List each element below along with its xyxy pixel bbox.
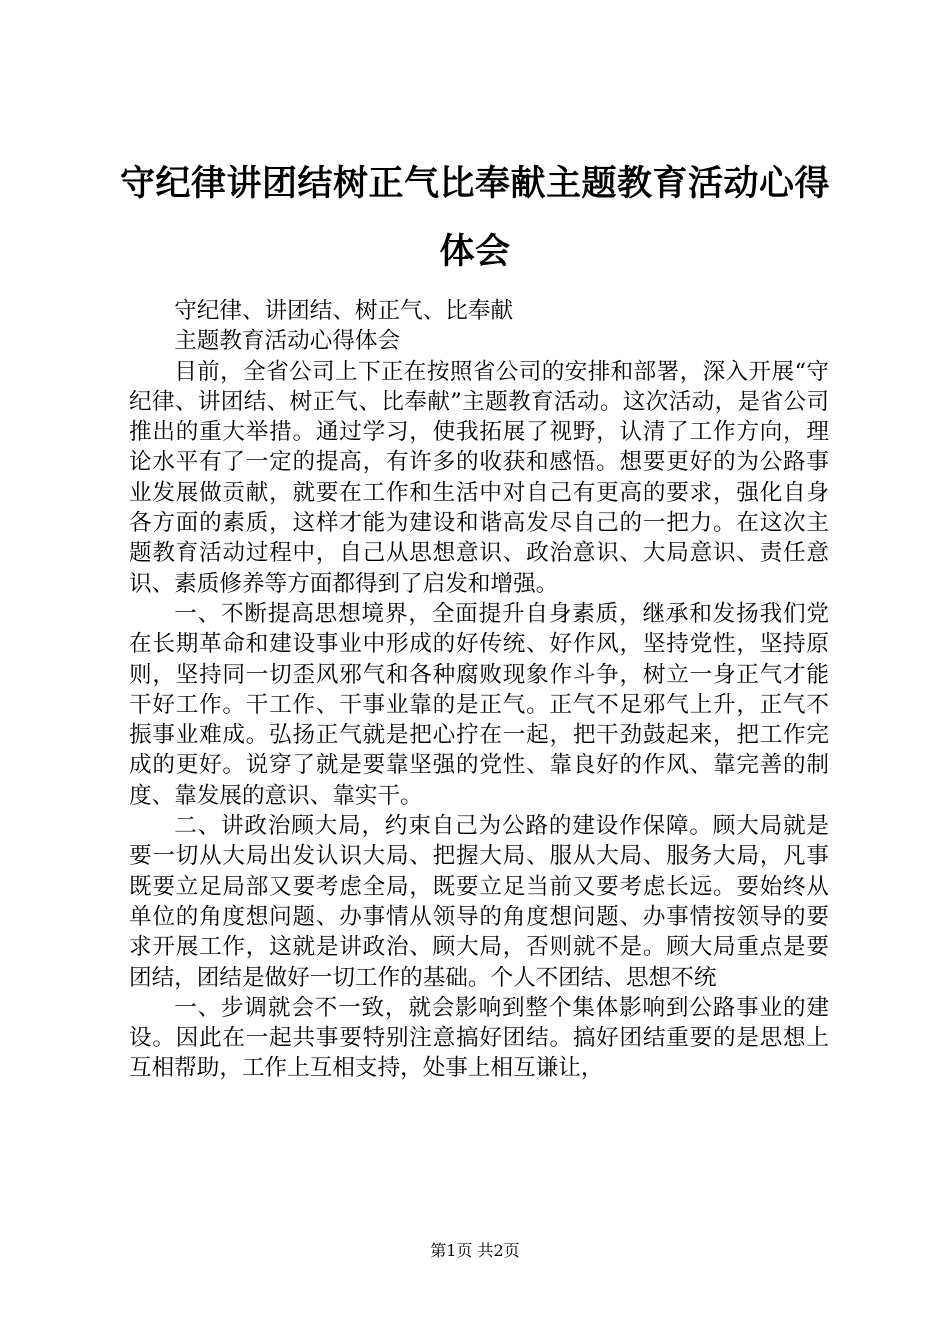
paragraph-section-2: 二、讲政治顾大局，约束自己为公路的建设作保障。顾大局就是要一切从大局出发认识大局、把握大局、服从大局、服务大局，凡事既要立足局部又要考虑全局，既要立足当前又要考虑长远。要始终从单位的角度想问题、办事情从领导的角度想问题、办事情按领导的要求开展工作，这就是讲政治、顾大局，否则就不是。顾大局重点是要团结，团结是做好一切工作的基础。个人不团结、思想不统 (129, 813, 829, 991)
subtitle-line-1: 守纪律、讲团结、树正气、比奉献 (174, 298, 514, 324)
document-body (129, 296, 829, 1084)
page-footer: 第1页 共2页 (430, 1241, 520, 1260)
subtitle-line-2: 主题教育活动心得体会 (174, 328, 401, 355)
paragraph-continuation: 一、步调就会不一致，就会影响到整个集体影响到公路事业的建设。因此在一起共事要特别注意搞好团结。搞好团结重要的是思想上互相帮助，工作上互相支持，处事上相互谦让， (129, 994, 829, 1082)
paragraph-section-1: 一、不断提高思想境界，全面提升自身素质，继承和发扬我们党在长期革命和建设事业中形成的好传统、好作风，坚持党性，坚持原则，坚持同一切歪风邪气和各种腐败现象作斗争，树立一身正气才能干好工作。干工作、干事业靠的是正气。正气不足邪气上升，正气不振事业难成。弘扬正气就是把心拧在一起，把干劲鼓起来，把工作完成的更好。说穿了就是要靠坚强的党性、靠良好的作风、靠完善的制度、靠发展的意识、靠实干。 (129, 600, 829, 809)
document-title (115, 150, 835, 286)
paragraph-intro: 目前，全省公司上下正在按照省公司的安排和部署，深入开展“守纪律、讲团结、树正气、比奉献”主题教育活动。这次活动，是省公司推出的重大举措。通过学习，使我拓展了视野，认清了工作方向，理论水平有了一定的提高，有许多的收获和感悟。想要更好的为公路事业发展做贡献，就要在工作和生活中对自己有更高的要求，强化自身各方面的素质，这样才能为建设和谐高发尽自己的一把力。在这次主题教育活动过程中，自己从思想意识、政治意识、大局意识、责任意识、素质修养等方面都得到了启发和增强。 (129, 358, 829, 597)
title-line-1: 守纪律讲团结树正气比奉献主题教育活动心得 (119, 163, 830, 204)
title-line-2: 体会 (439, 231, 511, 272)
